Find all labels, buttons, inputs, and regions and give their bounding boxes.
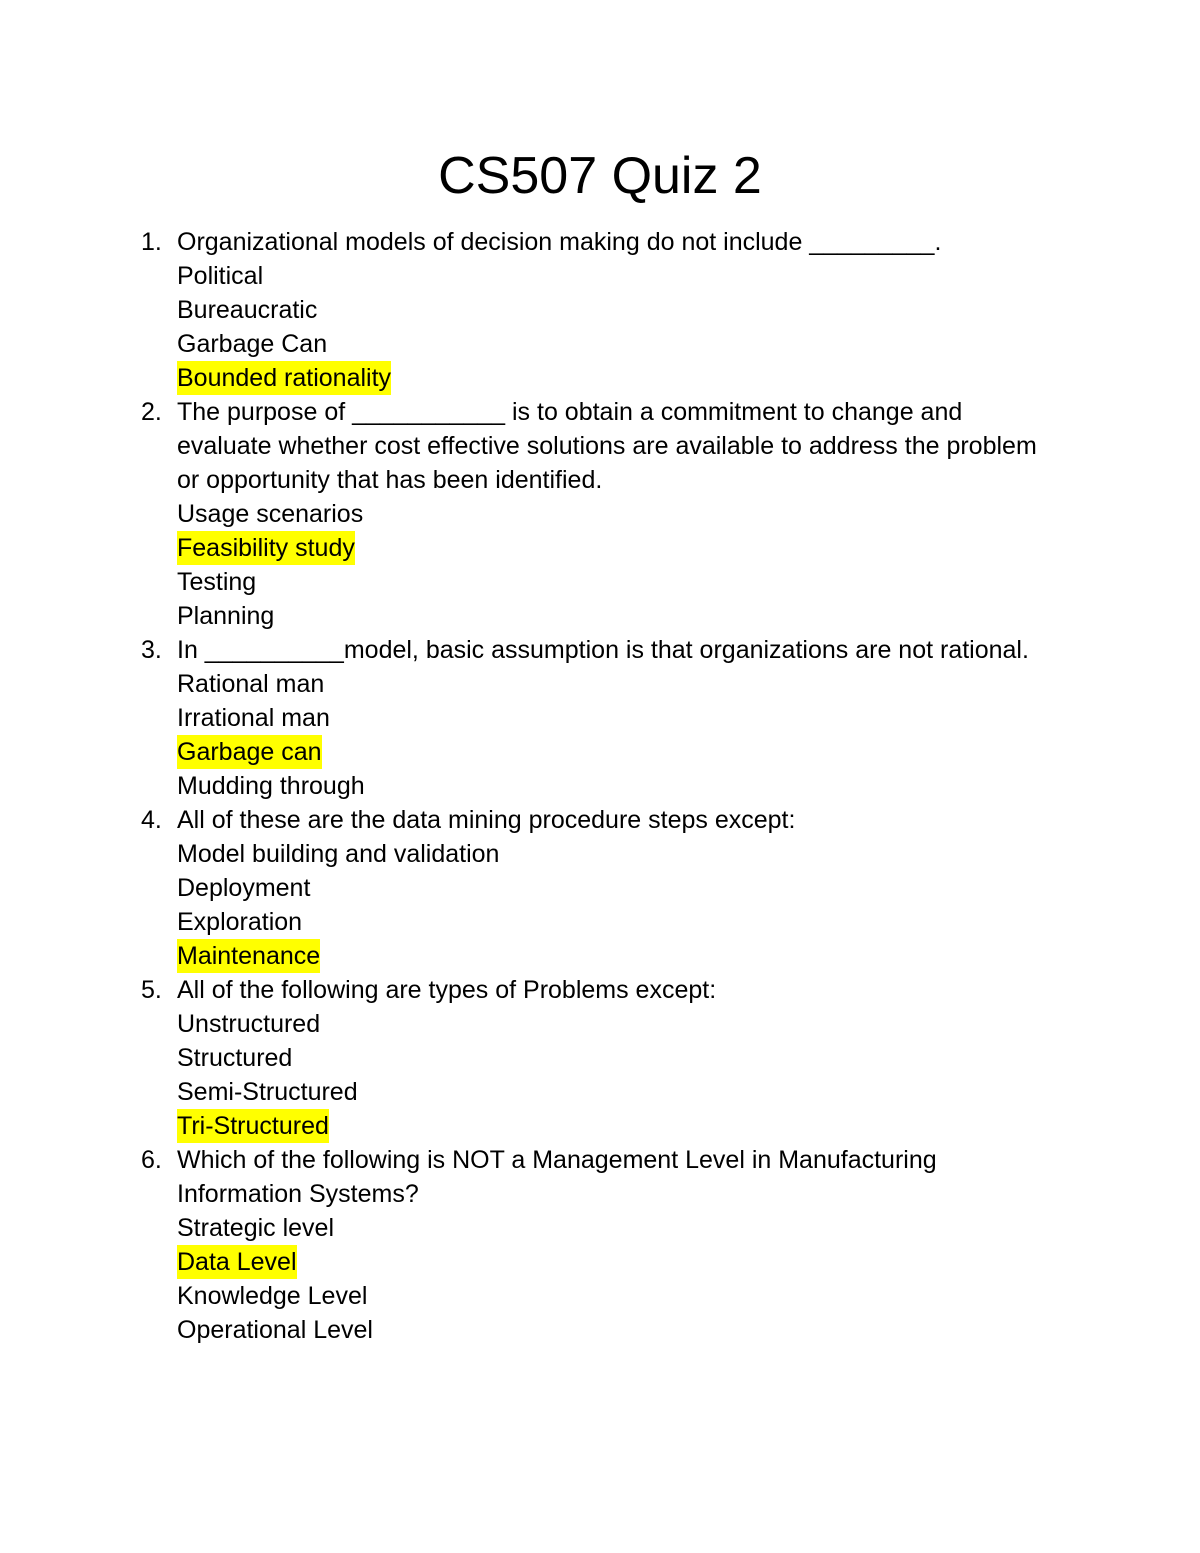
question-number: 3.: [141, 636, 162, 664]
option-text: Deployment: [177, 874, 311, 902]
answer-option: [177, 1211, 1050, 1245]
question-item: [0, 803, 1200, 973]
option-text: Rational man: [177, 670, 325, 698]
answer-option: [177, 769, 1050, 803]
option-text: Garbage Can: [177, 330, 328, 358]
question-text: In __________model, basic assumption is that organizations are not rational.: [177, 636, 1029, 664]
highlighted-answer-option: [177, 1245, 1050, 1279]
answer-option: [177, 327, 1050, 361]
highlighted-answer-option: [177, 531, 1050, 565]
question-item: [0, 973, 1200, 1143]
question-item: [0, 225, 1200, 395]
question-text: All of the following are types of Problems except:: [177, 976, 717, 1004]
option-list: [177, 1211, 1050, 1347]
answer-option: [177, 497, 1050, 531]
option-text: Operational Level: [177, 1316, 373, 1344]
answer-option: [177, 701, 1050, 735]
option-list: [177, 497, 1050, 633]
answer-option: [177, 1279, 1050, 1313]
answer-option: [177, 599, 1050, 633]
option-text: Knowledge Level: [177, 1282, 368, 1310]
option-text: Unstructured: [177, 1010, 321, 1038]
answer-option: [177, 1041, 1050, 1075]
question-number: 5.: [141, 976, 162, 1004]
option-text: Maintenance: [177, 939, 320, 973]
option-text: Testing: [177, 568, 257, 596]
answer-option: [177, 1313, 1050, 1347]
highlighted-answer-option: [177, 1109, 1050, 1143]
option-text: Political: [177, 262, 264, 290]
highlighted-answer-option: [177, 939, 1050, 973]
option-text: Planning: [177, 602, 275, 630]
question-item: [0, 395, 1200, 633]
option-text: Structured: [177, 1044, 293, 1072]
question-text: All of these are the data mining procedure steps except:: [177, 806, 796, 834]
answer-option: [177, 565, 1050, 599]
highlighted-answer-option: [177, 361, 1050, 395]
highlighted-answer-option: [177, 735, 1050, 769]
question-item: [0, 1143, 1200, 1347]
option-text: Exploration: [177, 908, 303, 936]
option-text: Garbage can: [177, 735, 322, 769]
answer-option: [177, 293, 1050, 327]
answer-option: [177, 905, 1050, 939]
question-number: 2.: [141, 398, 162, 426]
answer-option: [177, 259, 1050, 293]
answer-option: [177, 1007, 1050, 1041]
option-list: [177, 1007, 1050, 1143]
option-text: Tri-Structured: [177, 1109, 329, 1143]
question-text: Which of the following is NOT a Management Level in Manufacturing Information Systems?: [177, 1146, 937, 1208]
option-text: Mudding through: [177, 772, 365, 800]
option-list: [177, 837, 1050, 973]
option-text: Bounded rationality: [177, 361, 391, 395]
answer-option: [177, 667, 1050, 701]
question-number: 6.: [141, 1146, 162, 1174]
option-text: Irrational man: [177, 704, 330, 732]
question-item: [0, 633, 1200, 803]
option-list: [177, 259, 1050, 395]
option-list: [177, 667, 1050, 803]
question-text: Organizational models of decision making do not include _________.: [177, 228, 942, 256]
option-text: Semi-Structured: [177, 1078, 358, 1106]
option-text: Usage scenarios: [177, 500, 364, 528]
option-text: Model building and validation: [177, 840, 500, 868]
question-list: [0, 225, 1200, 1347]
answer-option: [177, 871, 1050, 905]
page-title: CS507 Quiz 2: [438, 147, 762, 205]
answer-option: [177, 1075, 1050, 1109]
question-number: 4.: [141, 806, 162, 834]
option-text: Bureaucratic: [177, 296, 318, 324]
option-text: Data Level: [177, 1245, 297, 1279]
question-text: The purpose of ___________ is to obtain a commitment to change and evaluate whether cost effective solutions are available to address the problem or opportunity that has been identified.: [177, 398, 1037, 494]
question-number: 1.: [141, 228, 162, 256]
option-text: Feasibility study: [177, 531, 355, 565]
answer-option: [177, 837, 1050, 871]
option-text: Strategic level: [177, 1214, 335, 1242]
